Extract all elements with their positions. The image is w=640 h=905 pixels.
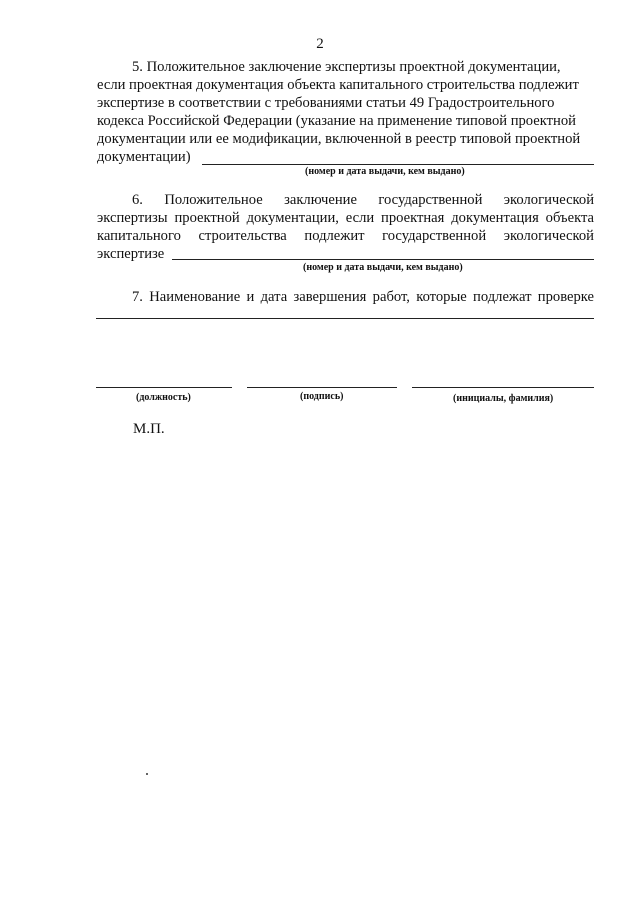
- section-6-line-2: экспертизы проектной документации, если проектная документация объекта: [97, 210, 594, 226]
- section-6-line-1: 6. Положительное заключение государственной экологической: [132, 192, 594, 208]
- scan-speck: [146, 773, 148, 775]
- position-line: [96, 387, 232, 388]
- section-6-line-4-text: экспертизе: [97, 246, 165, 262]
- name-line: [412, 387, 594, 388]
- section-6-fill-line: [172, 259, 594, 260]
- stamp-place-label: М.П.: [133, 421, 165, 437]
- section-5-fill-line: [202, 164, 594, 165]
- section-7-fill-line: [96, 318, 594, 319]
- section-5-line-5: документации или ее модификации, включенной в реестр типовой проектной: [97, 131, 581, 147]
- section-5-paragraph: [97, 58, 594, 166]
- section-5-line-1: 5. Положительное заключение экспертизы проектной документации,: [132, 59, 561, 75]
- position-caption: (должность): [136, 392, 191, 403]
- section-5-line-3: экспертизе в соответствии с требованиями статьи 49 Градостроительного: [97, 95, 555, 111]
- section-5-line-6-text: документации): [97, 149, 191, 165]
- section-6-caption: (номер и дата выдачи, кем выдано): [303, 262, 463, 273]
- section-6-paragraph: [97, 191, 594, 263]
- section-5-caption: (номер и дата выдачи, кем выдано): [305, 166, 465, 177]
- section-5-line-4: кодекса Российской Федерации (указание на применение типовой проектной: [97, 113, 576, 129]
- section-5-line-2: если проектная документация объекта капитального строительства подлежит: [97, 77, 579, 93]
- name-caption: (инициалы, фамилия): [453, 393, 554, 404]
- signature-line: [247, 387, 397, 388]
- section-6-line-4: [97, 245, 594, 263]
- section-7-line-1: 7. Наименование и дата завершения работ, которые подлежат проверке: [132, 289, 594, 305]
- section-7-paragraph: [97, 288, 594, 306]
- page-number: 2: [316, 36, 324, 52]
- signature-caption: (подпись): [300, 391, 344, 402]
- section-6-line-3: капитального строительства подлежит государственной экологической: [97, 228, 594, 244]
